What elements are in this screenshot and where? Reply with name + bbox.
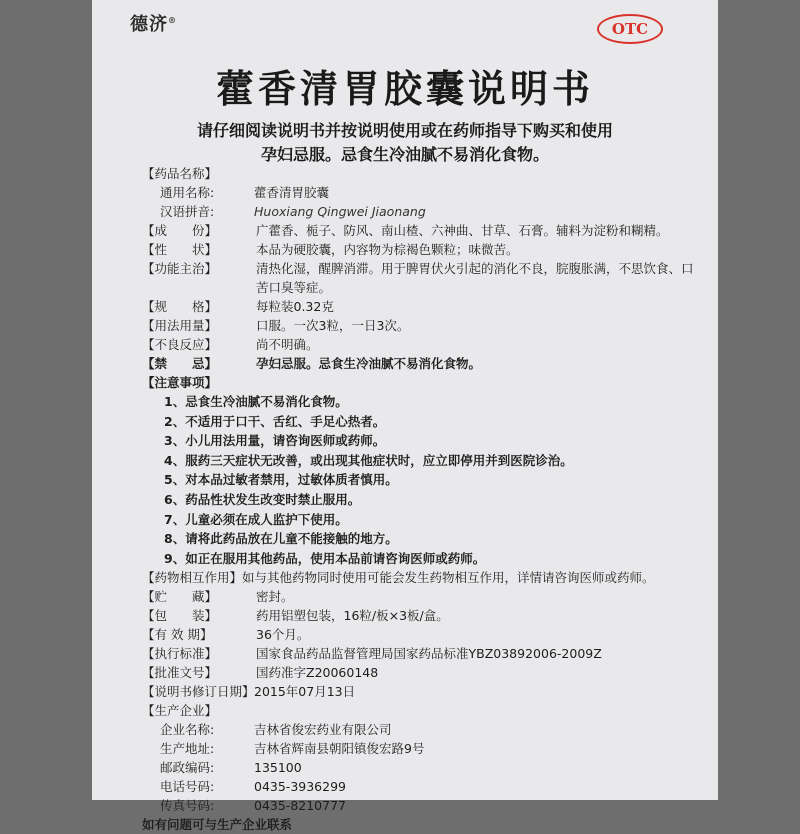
otc-badge: OTC bbox=[597, 14, 663, 44]
character-row bbox=[142, 240, 702, 259]
brand-logo bbox=[130, 10, 177, 36]
generic-name-label: 通用名称: bbox=[160, 185, 215, 200]
address-value: 吉林省辉南县朝阳镇俊宏路9号 bbox=[254, 741, 425, 757]
warning-line-1: 请仔细阅读说明书并按说明使用或在药师指导下购买和使用 bbox=[196, 121, 613, 140]
note-item: 3、小儿用法用量，请咨询医师或药师。 bbox=[164, 433, 386, 449]
adverse-value: 尚不明确。 bbox=[256, 337, 319, 352]
usage-label: 【用法用量】 bbox=[142, 318, 218, 333]
address-row bbox=[142, 739, 702, 758]
company-name-value: 吉林省俊宏药业有限公司 bbox=[254, 722, 392, 738]
pinyin-row bbox=[142, 202, 702, 221]
character-value: 本品为硬胶囊，内容物为棕褐色颗粒；味微苦。 bbox=[256, 242, 519, 257]
company-header: 【生产企业】 bbox=[142, 703, 218, 719]
standard-value: 国家食品药品监督管理局国家药品标准YBZ03892006-2009Z bbox=[256, 646, 602, 662]
ingredients-label: 【成 份】 bbox=[142, 223, 218, 238]
standard-label: 【执行标准】 bbox=[142, 646, 218, 662]
address-label: 生产地址: bbox=[160, 741, 215, 757]
storage-row bbox=[142, 587, 702, 606]
package-row bbox=[142, 606, 702, 625]
interaction-value: 如与其他药物同时使用可能会发生药物相互作用，详情请咨询医师或药师。 bbox=[242, 570, 655, 586]
note-item: 5、对本品过敏者禁用，过敏体质者慎用。 bbox=[164, 472, 398, 488]
note-item: 1、忌食生冷油腻不易消化食物。 bbox=[164, 394, 348, 409]
postal-row bbox=[142, 758, 702, 777]
phone-value: 0435-3936299 bbox=[254, 779, 346, 795]
approval-value: 国药准字Z20060148 bbox=[256, 665, 379, 681]
fax-value: 0435-8210777 bbox=[254, 798, 346, 814]
generic-name-value: 藿香清胃胶囊 bbox=[254, 185, 330, 200]
pinyin-value: Huoxiang Qingwei Jiaonang bbox=[254, 204, 426, 219]
revision-label: 【说明书修订日期】 bbox=[142, 684, 255, 700]
function-label: 【功能主治】 bbox=[142, 261, 218, 276]
note-item: 9、如正在服用其他药品，使用本品前请咨询医师或药师。 bbox=[164, 550, 486, 566]
warning-line-2: 孕妇忌服。忌食生冷油腻不易消化食物。 bbox=[260, 145, 549, 164]
pinyin-label: 汉语拼音: bbox=[160, 204, 215, 219]
brand-text: 德济 bbox=[130, 14, 168, 35]
validity-row bbox=[142, 625, 702, 644]
generic-name-row bbox=[142, 183, 702, 202]
note-item: 6、药品性状发生改变时禁止服用。 bbox=[164, 491, 361, 507]
note-item: 7、儿童必须在成人监护下使用。 bbox=[164, 511, 348, 527]
phone-label: 电话号码: bbox=[160, 779, 215, 795]
footer-note: 如有问题可与生产企业联系 bbox=[142, 817, 293, 833]
spec-value: 每粒装0.32克 bbox=[256, 299, 334, 314]
leaflet-sheet bbox=[92, 0, 718, 833]
validity-value: 36个月。 bbox=[256, 627, 310, 643]
notes-header: 【注意事项】 bbox=[142, 375, 218, 390]
contraindication-row bbox=[142, 354, 702, 373]
company-name-label: 企业名称: bbox=[160, 722, 215, 738]
registered-mark: ® bbox=[168, 15, 177, 25]
character-label: 【性 状】 bbox=[142, 242, 218, 257]
note-item: 4、服药三天症状无改善，或出现其他症状时，应立即停用并到医院诊治。 bbox=[164, 452, 573, 468]
note-item: 8、请将此药品放在儿童不能接触的地方。 bbox=[164, 531, 398, 547]
postal-label: 邮政编码: bbox=[160, 760, 215, 776]
interaction-row bbox=[142, 568, 702, 587]
ingredients-value: 广藿香、栀子、防风、南山楂、六神曲、甘草、石膏。辅料为淀粉和糊精。 bbox=[256, 223, 669, 238]
approval-row bbox=[142, 663, 702, 682]
contraindication-value: 孕妇忌服。忌食生冷油腻不易消化食物。 bbox=[256, 356, 482, 371]
notes-list bbox=[142, 392, 702, 568]
fax-row bbox=[142, 796, 702, 815]
approval-label: 【批准文号】 bbox=[142, 665, 218, 681]
package-label: 【包 装】 bbox=[142, 608, 218, 624]
document-title: 藿香清胃胶囊说明书 bbox=[215, 67, 594, 111]
usage-value: 口服。一次3粒，一日3次。 bbox=[256, 318, 410, 333]
leaflet-body bbox=[142, 164, 702, 834]
interaction-label: 【药物相互作用】 bbox=[142, 570, 243, 586]
postal-value: 135100 bbox=[254, 760, 302, 776]
standard-row bbox=[142, 644, 702, 663]
spec-row bbox=[142, 297, 702, 316]
function-value: 清热化湿，醒脾消滞。用于脾胃伏火引起的消化不良，脘腹胀满，不思饮食、口苦口臭等症。 bbox=[256, 261, 694, 295]
note-item: 2、不适用于口干、舌红、手足心热者。 bbox=[164, 413, 386, 429]
package-value: 药用铝塑包装，16粒/板×3板/盒。 bbox=[256, 608, 449, 624]
spec-label: 【规 格】 bbox=[142, 299, 218, 314]
adverse-row bbox=[142, 335, 702, 354]
contraindication-label: 【禁 忌】 bbox=[142, 356, 218, 371]
storage-label: 【贮 藏】 bbox=[142, 589, 218, 605]
usage-row bbox=[142, 316, 702, 335]
function-row bbox=[142, 259, 702, 297]
company-name-row bbox=[142, 720, 702, 739]
ingredients-row bbox=[142, 221, 702, 240]
validity-label: 【有 效 期】 bbox=[142, 627, 213, 643]
phone-row bbox=[142, 777, 702, 796]
fax-label: 传真号码: bbox=[160, 798, 215, 814]
adverse-label: 【不良反应】 bbox=[142, 337, 218, 352]
revision-row bbox=[142, 682, 702, 701]
drug-name-header: 【药品名称】 bbox=[142, 166, 218, 181]
storage-value: 密封。 bbox=[256, 589, 294, 605]
revision-value: 2015年07月13日 bbox=[254, 684, 356, 700]
